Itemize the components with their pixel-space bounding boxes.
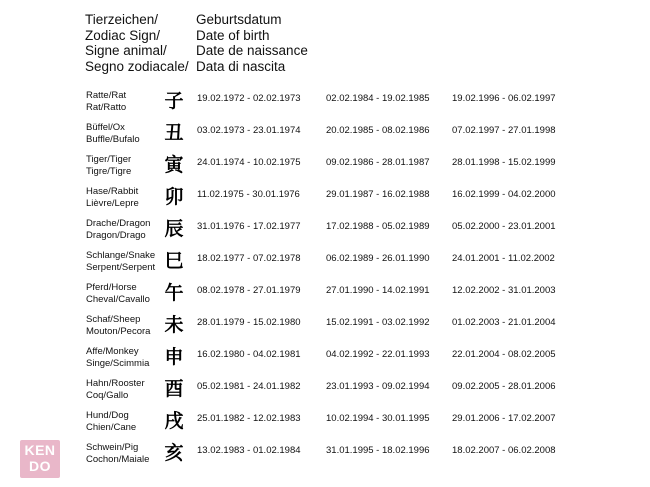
sign-names [86,90,162,113]
table-row [0,346,650,378]
sign-name-fr-it: Coq/Gallo [86,389,129,401]
date-range-1: 28.01.1979 - 15.02.1980 [197,317,301,328]
sign-names [86,154,162,177]
sign-name-de-en: Hund/Dog [86,410,129,421]
date-range-3: 09.02.2005 - 28.01.2006 [452,381,556,392]
table-row [0,282,650,314]
date-range-2: 17.02.1988 - 05.02.1989 [326,221,430,232]
date-range-2: 27.01.1990 - 14.02.1991 [326,285,430,296]
sign-name-de-en: Pferd/Horse [86,282,137,293]
date-range-2: 31.01.1995 - 18.02.1996 [326,445,430,456]
date-range-2: 20.02.1985 - 08.02.1986 [326,125,430,136]
sign-name-de-en: Tiger/Tiger [86,154,132,165]
table-row [0,122,650,154]
chinese-character: 未 [164,314,184,336]
chinese-character: 申 [164,346,184,368]
date-range-3: 18.02.2007 - 06.02.2008 [452,445,556,456]
sign-names [86,346,162,369]
sign-names [86,186,162,209]
table-row [0,250,650,282]
chinese-character: 辰 [164,218,184,240]
logo-text-line-1: KEN [24,442,56,458]
sign-name-de-en: Hase/Rabbit [86,186,139,197]
sign-name-fr-it: Lièvre/Lepre [86,197,139,209]
date-range-1: 03.02.1973 - 23.01.1974 [197,125,301,136]
sign-names [86,314,162,337]
chinese-character: 子 [164,90,184,112]
sign-name-fr-it: Rat/Ratto [86,101,127,113]
chinese-character: 寅 [164,154,184,176]
chinese-character: 卯 [164,186,184,208]
date-range-2: 09.02.1986 - 28.01.1987 [326,157,430,168]
sign-name-fr-it: Buffle/Bufalo [86,133,140,145]
date-range-1: 19.02.1972 - 02.02.1973 [197,93,301,104]
date-range-2: 02.02.1984 - 19.02.1985 [326,93,430,104]
table-row [0,186,650,218]
sign-header [85,12,189,74]
sign-name-fr-it: Cochon/Maiale [86,453,150,465]
date-range-3: 07.02.1997 - 27.01.1998 [452,125,556,136]
table-row [0,90,650,122]
date-header-en: Date of birth [196,27,270,43]
sign-name-fr-it: Mouton/Pecora [86,325,151,337]
chinese-character: 午 [164,282,184,304]
sign-name-de-en: Hahn/Rooster [86,378,145,389]
table-row [0,378,650,410]
sign-names [86,378,162,401]
date-range-1: 25.01.1982 - 12.02.1983 [197,413,301,424]
date-range-1: 13.02.1983 - 01.02.1984 [197,445,301,456]
date-range-1: 31.01.1976 - 17.02.1977 [197,221,301,232]
date-range-1: 05.02.1981 - 24.01.1982 [197,381,301,392]
date-header-fr: Date de naissance [196,43,308,58]
sign-name-de-en: Drache/Dragon [86,218,151,229]
date-range-3: 12.02.2002 - 31.01.2003 [452,285,556,296]
table-row [0,218,650,250]
date-range-1: 24.01.1974 - 10.02.1975 [197,157,301,168]
sign-name-de-en: Ratte/Rat [86,90,127,101]
date-header [196,12,308,74]
date-range-2: 04.02.1992 - 22.01.1993 [326,349,430,360]
date-range-1: 11.02.1975 - 30.01.1976 [197,189,300,200]
sign-header-en: Zodiac Sign/ [85,27,161,43]
sign-name-fr-it: Serpent/Serpent [86,261,156,273]
sign-name-fr-it: Singe/Scimmia [86,357,150,369]
chinese-character: 巳 [164,250,184,272]
date-range-2: 06.02.1989 - 26.01.1990 [326,253,430,264]
sign-names [86,410,162,433]
chinese-character: 酉 [164,378,184,400]
date-header-de: Geburtsdatum [196,12,282,27]
sign-name-fr-it: Tigre/Tigre [86,165,132,177]
sign-header-de: Tierzeichen/ [85,12,159,27]
sign-name-de-en: Affe/Monkey [86,346,139,357]
sign-names [86,282,162,305]
sign-name-de-en: Schaf/Sheep [86,314,141,325]
table-header [85,12,525,76]
date-range-1: 08.02.1978 - 27.01.1979 [197,285,301,296]
chinese-character: 丑 [164,122,184,144]
sign-name-de-en: Büffel/Ox [86,122,125,133]
sign-names [86,218,162,241]
date-range-2: 23.01.1993 - 09.02.1994 [326,381,430,392]
sign-name-fr-it: Cheval/Cavallo [86,293,150,305]
kendo-logo [20,440,60,478]
chinese-character: 戌 [164,410,184,432]
date-range-1: 18.02.1977 - 07.02.1978 [197,253,301,264]
date-range-3: 01.02.2003 - 21.01.2004 [452,317,556,328]
table-row [0,154,650,186]
date-range-3: 22.01.2004 - 08.02.2005 [452,349,556,360]
date-range-2: 15.02.1991 - 03.02.1992 [326,317,430,328]
table-row [0,442,650,474]
sign-names [86,442,162,465]
sign-name-de-en: Schlange/Snake [86,250,156,261]
sign-name-fr-it: Dragon/Drago [86,229,146,241]
sign-names [86,250,162,273]
sign-name-de-en: Schwein/Pig [86,442,139,453]
sign-header-fr: Signe animal/ [85,43,167,58]
date-range-3: 24.01.2001 - 11.02.2002 [452,253,555,264]
date-header-it: Data di nascita [196,58,286,74]
table-row [0,314,650,346]
date-range-1: 16.02.1980 - 04.02.1981 [197,349,301,360]
date-range-3: 05.02.2000 - 23.01.2001 [452,221,556,232]
date-range-3: 28.01.1998 - 15.02.1999 [452,157,556,168]
sign-names [86,122,162,145]
chinese-character: 亥 [164,442,184,464]
table-row [0,410,650,442]
logo-text-line-2: DO [29,458,51,474]
date-range-3: 29.01.2006 - 17.02.2007 [452,413,556,424]
sign-name-fr-it: Chien/Cane [86,421,137,433]
date-range-3: 19.02.1996 - 06.02.1997 [452,93,556,104]
sign-header-it: Segno zodiacale/ [85,58,189,74]
date-range-2: 10.02.1994 - 30.01.1995 [326,413,430,424]
date-range-3: 16.02.1999 - 04.02.2000 [452,189,556,200]
date-range-2: 29.01.1987 - 16.02.1988 [326,189,430,200]
